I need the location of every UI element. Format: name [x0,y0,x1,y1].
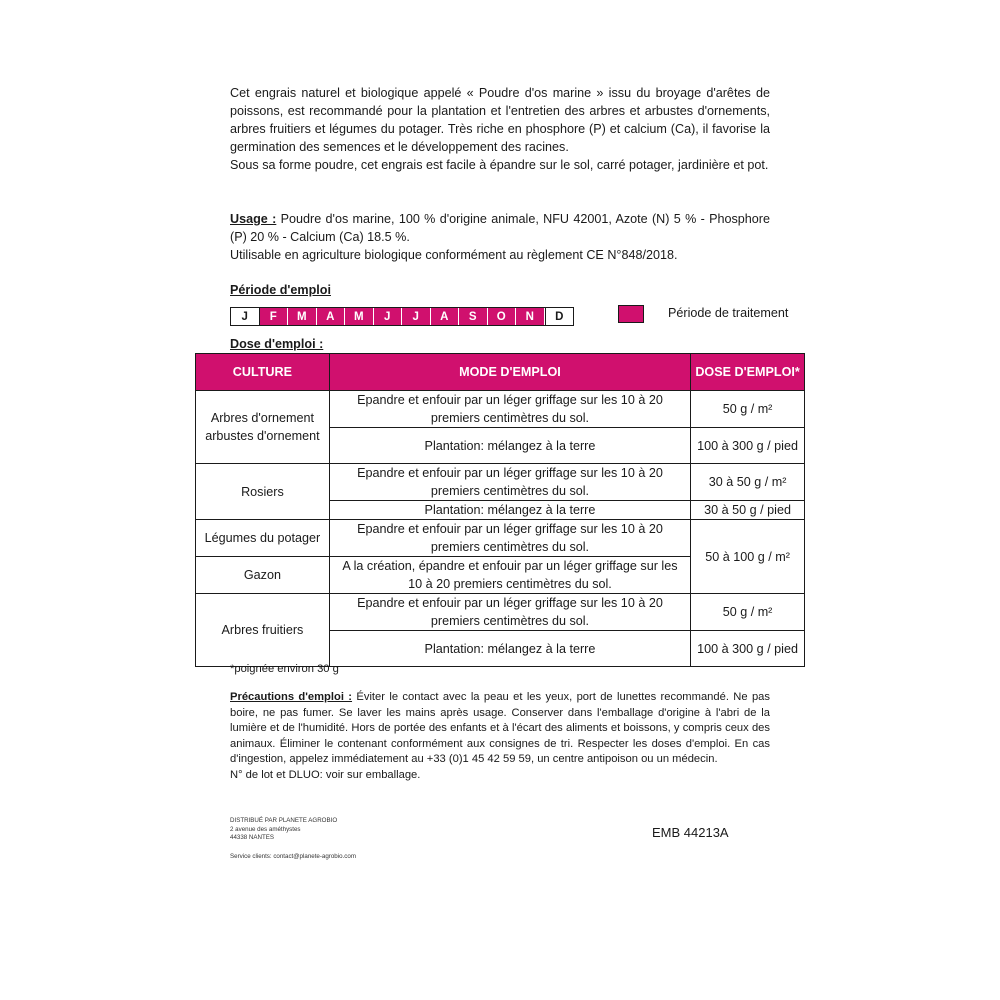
dose-cell: 30 à 50 g / pied [691,501,805,520]
culture-cell: Arbres fruitiers [196,594,330,667]
table-row [196,594,805,631]
emb-code: EMB 44213A [652,825,729,840]
dose-cell: 50 g / m² [691,594,805,631]
table-row [196,464,805,501]
usage-section [230,210,770,264]
culture-cell: Arbres d'ornement arbustes d'ornement [196,391,330,464]
mode-cell: Plantation: mélangez à la terre [329,428,690,464]
usage-paragraph [230,210,770,246]
service-clients: Service clients: contact@planete-agrobio.com [230,852,356,860]
usage-bio-text: Utilisable en agriculture biologique conformément au règlement CE N°848/2018. [230,248,678,262]
mode-cell: Epandre et enfouir par un léger griffage sur les 10 à 20 premiers centimètres du sol. [329,464,690,501]
month-calendar [230,307,574,326]
month-cell: O [488,308,517,325]
legend-swatch [618,305,644,323]
dose-cell: 50 g / m² [691,391,805,428]
month-cell: A [431,308,460,325]
month-cell: J [231,308,260,325]
table-row [196,520,805,557]
month-cell: N [516,308,545,325]
precautions-text: Éviter le contact avec la peau et les yeux, port de lunettes recommandé. Ne pas boire, ne pas fumer. Se laver les mains après usage. Conserver dans l'emballage d'origine à l'abri de la lumière et de l'humidité. Hors de portée des enfants et à l'écart des aliments et boissons, y compris ceux des animaux. Éliminer le contenant conformément aux consignes de tri. Respecter les doses d'emploi. En cas d'ingestion, appelez immédiatement au +33 (0)1 45 42 59 59, un centre antipoison ou un médecin. [230,691,770,765]
dose-cell: 30 à 50 g / m² [691,464,805,501]
culture-cell: Gazon [196,557,330,594]
header-culture: CULTURE [196,354,330,391]
mode-cell: A la création, épandre et enfouir par un léger griffage sur les 10 à 20 premiers centimètres du sol. [329,557,690,594]
usage-label: Usage : [230,212,277,226]
intro-text [230,84,770,174]
mode-cell: Plantation: mélangez à la terre [329,501,690,520]
precautions-label: Précautions d'emploi : [230,691,353,703]
month-cell: M [345,308,374,325]
month-cell: J [402,308,431,325]
intro-paragraph-2: Sous sa forme poudre, cet engrais est facile à épandre sur le sol, carré potager, jardinière et pot. [230,158,769,172]
mode-cell: Epandre et enfouir par un léger griffage sur les 10 à 20 premiers centimètres du sol. [329,391,690,428]
table-row [196,391,805,428]
mode-cell: Plantation: mélangez à la terre [329,631,690,667]
precautions-section [230,690,770,783]
mode-cell: Epandre et enfouir par un léger griffage sur les 10 à 20 premiers centimètres du sol. [329,520,690,557]
month-cell: A [317,308,346,325]
periode-title: Période d'emploi [230,283,331,297]
dose-cell: 50 à 100 g / m² [691,520,805,594]
dose-cell: 100 à 300 g / pied [691,631,805,667]
month-cell: D [545,308,574,325]
lot-text: N° de lot et DLUO: voir sur emballage. [230,768,421,781]
month-cell: M [288,308,317,325]
distributor-city: 44338 NANTES [230,834,275,841]
distributor-address: 2 avenue des améthystes [230,825,301,833]
culture-cell: Rosiers [196,464,330,520]
distributor-block [230,817,356,861]
header-mode: MODE D'EMPLOI [329,354,690,391]
footnote: *poignée environ 30 g [230,663,339,675]
intro-paragraph-1: Cet engrais naturel et biologique appelé « Poudre d'os marine » issu du broyage d'arêtes de poissons, est recommandé pour la plantation et l'entretien des arbres et arbustes d'ornements, arbres fruitiers et légumes du potager. Très riche en phosphore (P) et calcium (Ca), il favorise la germination des semences et le développement des racines. [230,86,770,154]
usage-text: Poudre d'os marine, 100 % d'origine animale, NFU 42001, Azote (N) 5 % - Phosphore (P) 20 % - Calcium (Ca) 18.5 %. [230,212,770,244]
culture-cell: Légumes du potager [196,520,330,557]
header-dose: DOSE D'EMPLOI* [691,354,805,391]
dose-cell: 100 à 300 g / pied [691,428,805,464]
month-cell: F [260,308,289,325]
distributor-line: DISTRIBUÉ PAR PLANETE AGROBIO [230,817,338,824]
month-cell: S [459,308,488,325]
dose-table [195,353,805,667]
dose-title: Dose d'emploi : [230,337,324,351]
month-cell: J [374,308,403,325]
precautions-paragraph [230,690,770,768]
table-header-row [196,354,805,391]
mode-cell: Epandre et enfouir par un léger griffage sur les 10 à 20 premiers centimètres du sol. [329,594,690,631]
legend-label: Période de traitement [668,306,789,320]
